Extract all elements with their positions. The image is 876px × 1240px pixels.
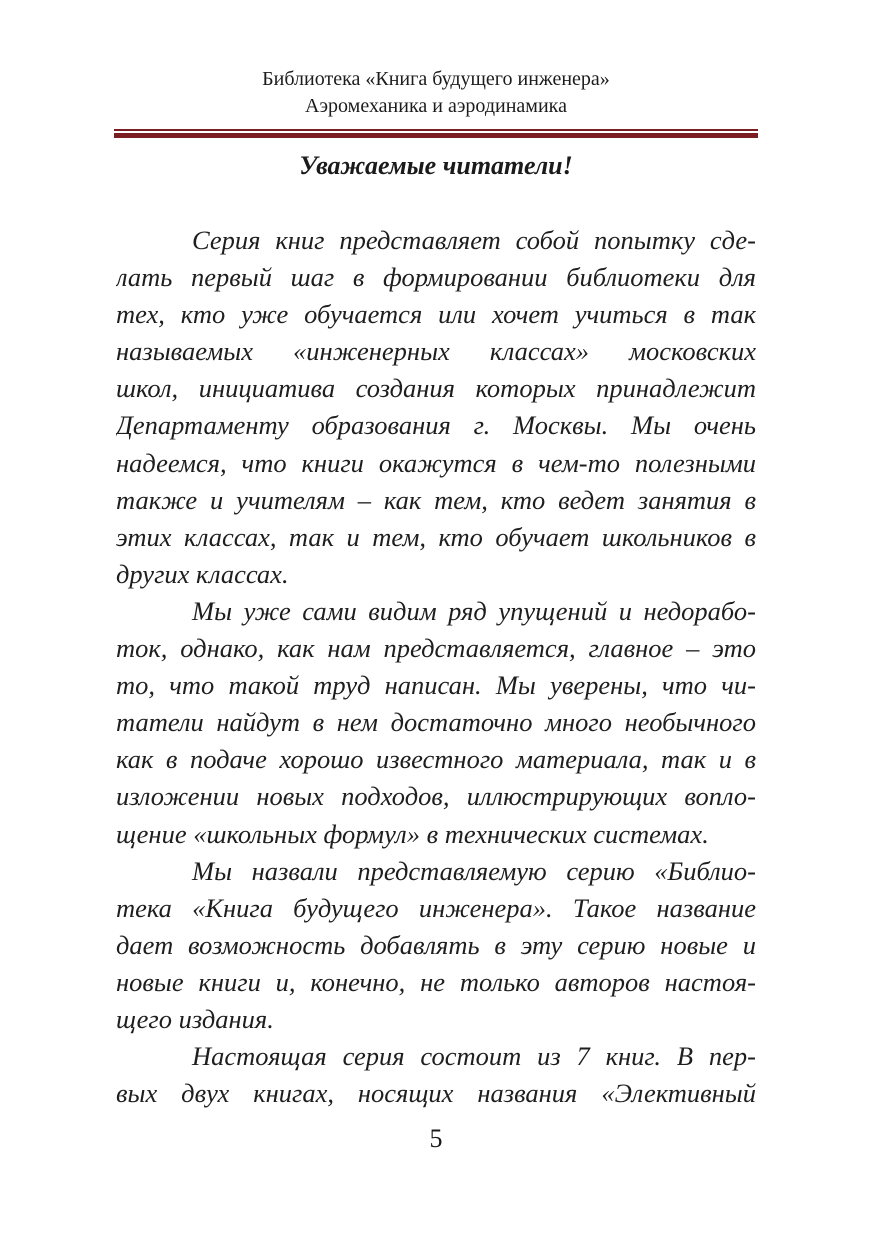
text-line: Настоящая серия состоит из 7 книг. В пер- <box>192 1041 756 1072</box>
text-line: тех, кто уже обучается или хочет учиться в так <box>116 299 756 330</box>
text-line: ток, однако, как нам представляется, главное – это <box>116 633 756 664</box>
text-line: школ, инициатива создания которых принадлежит <box>116 373 756 404</box>
text-line: Мы уже сами видим ряд упущений и недорабо- <box>192 595 756 626</box>
header-rule-thick <box>114 133 758 138</box>
text-line: других классах. <box>116 558 289 589</box>
text-line: Мы назвали представляемую серию «Библио- <box>192 855 756 886</box>
running-header-book-title: Аэромеханика и аэродинамика <box>305 95 567 117</box>
text-line: Департаменту образования г. Москвы. Мы очень <box>116 410 756 441</box>
text-line: тека «Книга будущего инженера». Такое название <box>116 892 756 923</box>
running-header <box>116 66 756 120</box>
text-line: щего издания. <box>116 1003 274 1034</box>
text-line: надеемся, что книги окажутся в чем-то полезными <box>116 447 756 478</box>
page-title: Уважаемые читатели! <box>299 151 573 180</box>
text-line: новые книги и, конечно, не только авторов настоя- <box>116 966 756 997</box>
text-line: также и учителям – как тем, кто ведет занятия в <box>116 484 756 515</box>
text-line: вых двух книгах, носящих названия «Элективный <box>116 1078 756 1109</box>
text-line: лать первый шаг в формировании библиотеки для <box>116 262 756 293</box>
running-header-series: Библиотека «Книга будущего инженера» <box>262 68 610 90</box>
text-line: этих классах, так и тем, кто обучает школьников в <box>116 521 756 552</box>
text-line: изложении новых подходов, иллюстрирующих вопло- <box>116 781 756 812</box>
header-rule-thin <box>114 129 758 131</box>
body-text <box>116 222 756 1112</box>
page-number: 5 <box>429 1124 443 1153</box>
text-line: называемых «инженерных классах» московских <box>116 336 756 367</box>
text-line: как в подаче хорошо известного материала, так и в <box>116 744 756 775</box>
text-line: Серия книг представляет собой попытку сде- <box>192 225 756 255</box>
text-line: то, что такой труд написан. Мы уверены, что чи- <box>116 670 756 701</box>
text-line: дает возможность добавлять в эту серию новые и <box>116 929 756 960</box>
text-line: татели найдут в нем достаточно много необычного <box>116 707 756 738</box>
text-line: щение «школьных формул» в технических системах. <box>116 818 709 849</box>
